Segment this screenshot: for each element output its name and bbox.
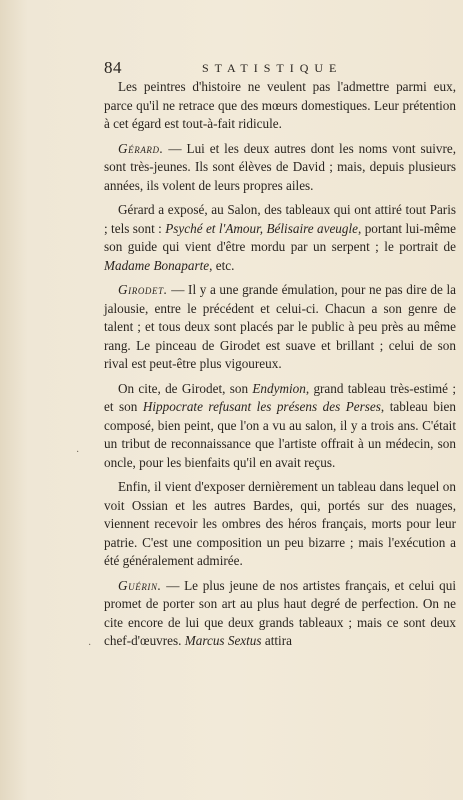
text-run: Les peintres d'histoire ne veulent pas l'admettre parmi eux, parce qu'il ne retrace que des mœurs domestiques. Leur prétention à cet égard est tout-à-fait ridicule. [104,79,456,131]
paragraph [104,380,456,473]
paragraph [104,140,456,196]
body-text [104,78,456,657]
text-run: , etc. [209,257,235,273]
paragraph [104,201,456,275]
text-run: , grand tableau très-estimé ; et son [104,380,457,414]
text-run: attira [261,633,292,648]
paragraph [104,281,456,374]
italic-text: Endymion [252,380,306,396]
italic-text: Marcus Sextus [184,633,262,648]
text-run: On cite, de Girodet, son [118,380,253,396]
paragraph [104,478,456,571]
text-run: Gérard a exposé, au Salon, des tableaux qui ont attiré tout Paris ; tels sont : [104,202,456,236]
text-run: , tableau bien composé, bien peint, que l'on a vu au salon, il y a trois ans. C'était un tribut de reconnaissance que l'artiste offrait à un médecin, son oncle, pour les bienfaits qu'il en avait reçus. [104,399,456,470]
paragraph [104,78,456,134]
text-run: — Lui et les deux autres dont les noms vont suivre, sont très-jeunes. Ils sont élèves de David ; mais, depuis plusieurs années, ils volent de leurs propres ailes. [104,140,456,193]
italic-text: Psyché et l'Amour, Bélisaire aveugle [165,220,359,236]
text-run: , portant lui-même son guide qui vient d'être mordu par un serpent ; le portrait de [104,220,456,254]
text-run: Enfin, il vient d'exposer dernièrement un tableau dans lequel on voit Ossian et les autres Bardes, qui, portés sur des nuages, viennent recevoir les ombres des héros français, morts pour leur patrie. C'est une composition un peu bizarre ; mais l'exécution a été généralement admirée. [104,479,456,568]
margin-mark: · [88,640,92,651]
paragraph-lead: Guérin. [118,577,162,593]
margin-mark: · [76,447,80,458]
italic-text: Madame Bonaparte [104,257,210,273]
text-run: — Le plus jeune de nos artistes français, et celui qui promet de porter son art au plus haut degré de perfection. On ne cite encore de lui que deux grands tableaux ; mais ce sont deux chef-d'œuvres. [104,577,456,648]
paragraph-lead: Girodet. [118,282,168,297]
paragraph-lead: Gérard. [118,140,164,156]
paragraph [104,577,456,651]
page-header [104,58,423,80]
text-run: — Il y a une grande émulation, pour ne pas dire de la jalousie, entre le précédent et celui-ci. Chacun a son genre de talent ; et tous deux sont placés par le public à peu près au même rang. Le pinceau de Girodet est suave et brillant ; celui de son rival est peut-être plus vigoureux. [104,282,456,371]
italic-text: Hippocrate refusant les présens des Perses [142,399,381,414]
page-number: 84 [104,58,122,77]
running-title: STATISTIQUE [202,61,343,75]
